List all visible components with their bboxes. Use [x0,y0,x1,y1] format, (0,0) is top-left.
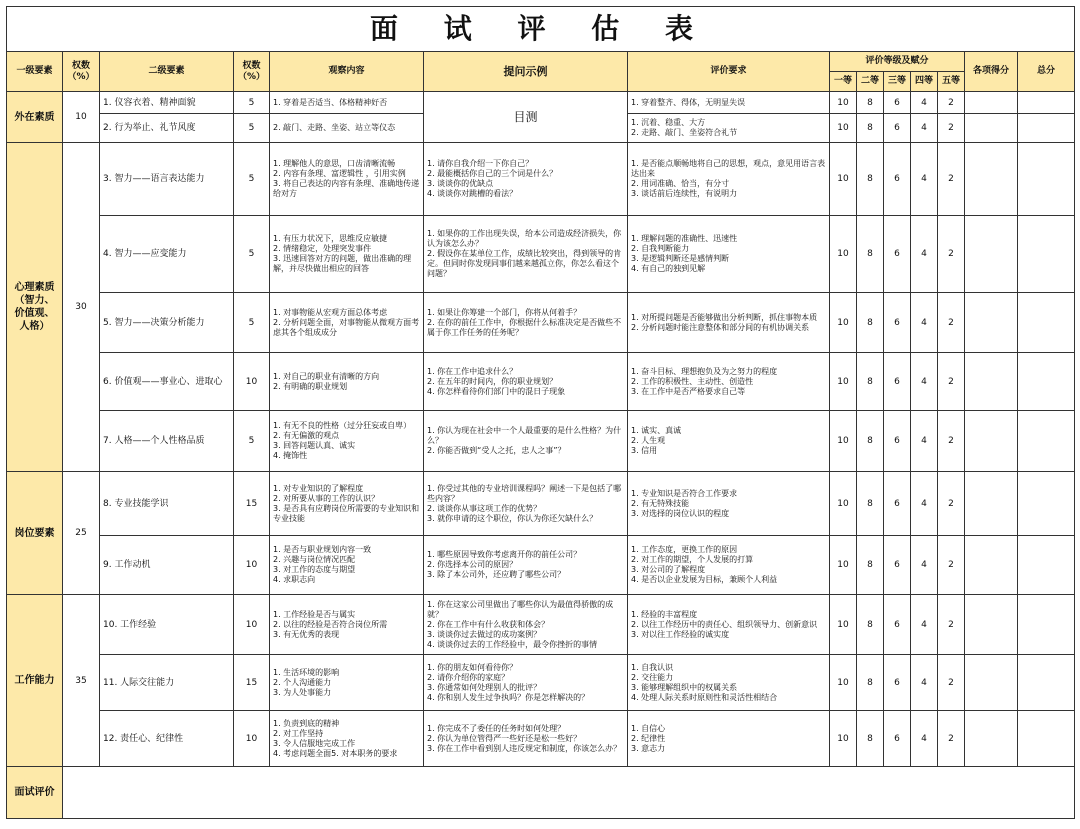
grade-score-4: 4 [911,711,938,767]
header-level1: 一级要素 [7,52,63,92]
grade-score-1: 10 [830,143,857,216]
observe-content: 1. 对自己的职业有清晰的方向 2. 有明确的职业规划 [270,353,424,411]
item-weight: 10 [234,353,270,411]
item-name: 1. 仪容衣着、精神面貌 [100,92,234,114]
total-cell [1018,711,1075,767]
grade-score-4: 4 [911,216,938,293]
grade-score-2: 8 [857,293,884,353]
header-grade-group: 评价等级及赋分 [830,52,965,72]
grade-score-1: 10 [830,711,857,767]
header-requirements: 评价要求 [628,52,830,92]
grade-score-2: 8 [857,353,884,411]
item-name: 4. 智力——应变能力 [100,216,234,293]
section-weight: 10 [63,92,100,143]
item-score-cell [965,216,1018,293]
grade-score-5: 2 [938,411,965,472]
item-name: 9. 工作动机 [100,536,234,595]
item-name: 3. 智力——语言表达能力 [100,143,234,216]
grade-score-1: 10 [830,293,857,353]
table-row [7,595,1075,655]
question-examples: 1. 你在工作中追求什么？ 2. 在五年的时间内，你的职业规划？ 4. 你怎样看待你们部门中的混日子现象 [424,353,628,411]
grade-score-4: 4 [911,472,938,536]
grade-score-5: 2 [938,472,965,536]
item-name: 5. 智力——决策分析能力 [100,293,234,353]
total-cell [1018,143,1075,216]
grade-score-3: 6 [884,353,911,411]
question-examples: 1. 如果你的工作出现失误，给本公司造成经济损失，你认为该怎么办？ 2. 假设你在某单位工作，成绩比较突出，得到领导的肯定。但同时你发现同事们越来越孤立你，你怎么看这个问题？ [424,216,628,293]
grade-score-3: 6 [884,655,911,711]
item-name: 2. 行为举止、礼节风度 [100,114,234,143]
table-row [7,353,1075,411]
question-examples: 1. 你完成不了委任的任务时如何处理？ 2. 你认为单位管得严一些好还是松一些好？ 3. 你在工作中看到别人违反规定和制度，你该怎么办？ [424,711,628,767]
table-row [7,293,1075,353]
header-total: 总分 [1018,52,1075,92]
grade-score-4: 4 [911,293,938,353]
observe-content: 1. 负责到底的精神 2. 对工作坚持 3. 令人信服地完成工作 4. 考虑问题全面5. 对本职务的要求 [270,711,424,767]
header-grade-3: 三等 [884,72,911,92]
item-weight: 5 [234,411,270,472]
section-weight: 25 [63,472,100,595]
header-weight1: 权数（%） [63,52,100,92]
observe-content: 1. 对专业知识的了解程度 2. 对所要从事的工作的认识？ 3. 是否具有应聘岗位所需要的专业知识和专业技能 [270,472,424,536]
table-row [7,711,1075,767]
grade-score-1: 10 [830,536,857,595]
total-cell [1018,92,1075,114]
item-name: 6. 价值观——事业心、进取心 [100,353,234,411]
total-cell [1018,293,1075,353]
footer-label: 面试评价 [7,767,63,819]
grade-score-2: 8 [857,536,884,595]
item-score-cell [965,411,1018,472]
item-weight: 5 [234,216,270,293]
section-weight: 35 [63,595,100,767]
item-name: 12. 责任心、纪律性 [100,711,234,767]
question-examples: 1. 哪些原因导致你考虑离开你的前任公司？ 2. 你选择本公司的原因？ 3. 除了本公司外，还应聘了哪些公司？ [424,536,628,595]
header-questions: 提问示例 [424,52,628,92]
grade-score-3: 6 [884,536,911,595]
grade-score-3: 6 [884,143,911,216]
header-grade-5: 五等 [938,72,965,92]
grade-score-2: 8 [857,711,884,767]
item-score-cell [965,353,1018,411]
grade-score-5: 2 [938,143,965,216]
section-name: 工作能力 [7,595,63,767]
grade-score-1: 10 [830,411,857,472]
total-cell [1018,353,1075,411]
total-cell [1018,595,1075,655]
item-weight: 10 [234,536,270,595]
item-score-cell [965,114,1018,143]
grade-score-3: 6 [884,595,911,655]
header-weight2: 权数（%） [234,52,270,92]
grade-score-5: 2 [938,536,965,595]
evaluation-requirement: 1. 经验的丰富程度 2. 以往工作经历中的责任心、组织领导力、创新意识 3. 对以往工作经验的诚实度 [628,595,830,655]
item-score-cell [965,655,1018,711]
section-weight: 30 [63,143,100,472]
grade-score-5: 2 [938,655,965,711]
grade-score-1: 10 [830,655,857,711]
observe-content: 1. 有无不良的性格（过分狂妄或自卑） 2. 有无偏激的观点 3. 回答问题认真、诚实 4. 掩饰性 [270,411,424,472]
question-examples: 1. 你认为现在社会中一个人最重要的是什么性格？为什么？ 2. 你能否做到“受人之托，忠人之事”？ [424,411,628,472]
item-score-cell [965,92,1018,114]
evaluation-requirement: 1. 对所提问题是否能够做出分析判断，抓住事物本质 2. 分析问题时能注意整体和部分间的有机协调关系 [628,293,830,353]
item-score-cell [965,711,1018,767]
item-name: 10. 工作经验 [100,595,234,655]
grade-score-1: 10 [830,595,857,655]
table-row [7,536,1075,595]
table-row [7,472,1075,536]
grade-score-5: 2 [938,114,965,143]
question-examples: 1. 请你自我介绍一下你自己？ 2. 最能概括你自己的三个词是什么？ 3. 谈谈你的优缺点 4. 谈谈你对跳槽的看法？ [424,143,628,216]
total-cell [1018,216,1075,293]
question-examples: 1. 你受过其他的专业培训课程吗？阐述一下是包括了哪些内容？ 2. 谈谈你从事这项工作的优势？ 3. 就你申请的这个职位，你认为你还欠缺什么？ [424,472,628,536]
grade-score-4: 4 [911,114,938,143]
footer-comment-area [63,767,1075,819]
table-row [7,655,1075,711]
grade-score-3: 6 [884,411,911,472]
question-examples: 1. 你的朋友如何看待你？ 2. 请你介绍你的家庭？ 3. 你通常如何处理别人的批评？ 4. 你和别人发生过争执吗？你是怎样解决的？ [424,655,628,711]
grade-score-3: 6 [884,216,911,293]
grade-score-2: 8 [857,595,884,655]
evaluation-requirement: 1. 专业知识是否符合工作要求 2. 有无特殊技能 3. 对选择的岗位认识的程度 [628,472,830,536]
observe-content: 2. 敲门、走路、坐姿、站立等仪态 [270,114,424,143]
item-weight: 15 [234,655,270,711]
question-examples: 1. 你在这家公司里做出了哪些你认为最值得骄傲的成就？ 2. 你在工作中有什么收获和体会？ 3. 谈谈你过去做过的成功案例？ 4. 谈谈你过去的工作经验中，最令你挫折的事情 [424,595,628,655]
observe-content: 1. 有压力状况下，思维反应敏捷 2. 情绪稳定，处理突发事件 3. 迅速回答对方的问题，做出准确的理解，并尽快做出相应的回答 [270,216,424,293]
total-cell [1018,655,1075,711]
section-name: 岗位要素 [7,472,63,595]
grade-score-2: 8 [857,114,884,143]
item-score-cell [965,293,1018,353]
table-row [7,216,1075,293]
question-examples: 1. 如果让你筹建一个部门，你将从何着手？ 2. 在你的前任工作中，你根据什么标准决定是否做些不属于你工作任务的任务呢？ [424,293,628,353]
item-score-cell [965,472,1018,536]
item-score-cell [965,143,1018,216]
total-cell [1018,411,1075,472]
item-weight: 5 [234,143,270,216]
evaluation-requirement: 1. 理解问题的准确性、迅速性 2. 自我判断能力 3. 是逻辑判断还是感情判断 4. 有自己的独到见解 [628,216,830,293]
section-name: 心理素质（智力、价值观、人格） [7,143,63,472]
evaluation-requirement: 1. 自信心 2. 纪律性 3. 意志力 [628,711,830,767]
grade-score-3: 6 [884,92,911,114]
grade-score-2: 8 [857,216,884,293]
grade-score-4: 4 [911,92,938,114]
observe-content: 1. 生活环境的影响 2. 个人沟通能力 3. 为人处事能力 [270,655,424,711]
section-name: 外在素质 [7,92,63,143]
observe-content: 1. 是否与职业规划内容一致 2. 兴趣与岗位情况匹配 3. 对工作的态度与期望 4. 求职志向 [270,536,424,595]
total-cell [1018,472,1075,536]
grade-score-1: 10 [830,114,857,143]
observe-content: 1. 穿着是否适当、体格精神好否 [270,92,424,114]
table-row [7,143,1075,216]
evaluation-requirement: 1. 沉着、稳重、大方 2. 走路、敲门、坐姿符合礼节 [628,114,830,143]
total-cell [1018,114,1075,143]
grade-score-3: 6 [884,711,911,767]
table-row [7,411,1075,472]
grade-score-1: 10 [830,353,857,411]
grade-score-2: 8 [857,472,884,536]
grade-score-3: 6 [884,472,911,536]
table-row [7,92,1075,114]
evaluation-requirement: 1. 诚实、真诚 2. 人生观 3. 信用 [628,411,830,472]
grade-score-5: 2 [938,711,965,767]
evaluation-requirement: 1. 是否能点顺畅地将自己的思想，观点，意见用语言表达出来 2. 用词准确、恰当，有分寸 3. 谈话前后连续性，有说明力 [628,143,830,216]
item-weight: 15 [234,472,270,536]
item-weight: 5 [234,293,270,353]
evaluation-requirement: 1. 工作态度，更换工作的原因 2. 对工作的期望，个人发展的打算 3. 对公司的了解程度 4. 是否以企业发展为目标，兼顾个人利益 [628,536,830,595]
evaluation-requirement: 1. 穿着整齐、得体，无明显失误 [628,92,830,114]
grade-score-2: 8 [857,92,884,114]
grade-score-5: 2 [938,353,965,411]
header-grade-2: 二等 [857,72,884,92]
item-weight: 10 [234,595,270,655]
grade-score-3: 6 [884,114,911,143]
grade-score-2: 8 [857,143,884,216]
header-item-score: 各项得分 [965,52,1018,92]
header-level2: 二级要素 [100,52,234,92]
grade-score-4: 4 [911,595,938,655]
header-grade-4: 四等 [911,72,938,92]
grade-score-1: 10 [830,216,857,293]
grade-score-4: 4 [911,411,938,472]
question-visual-check: 目测 [424,92,628,143]
grade-score-2: 8 [857,655,884,711]
header-observe: 观察内容 [270,52,424,92]
item-weight: 10 [234,711,270,767]
observe-content: 1. 理解他人的意思，口齿清晰流畅 2. 内容有条理、富逻辑性 ，引用实例 3. 将自己表达的内容有条理、准确地传递给对方 [270,143,424,216]
page-title: 面 试 评 估 表 [7,7,1075,52]
grade-score-4: 4 [911,655,938,711]
item-name: 8. 专业技能学识 [100,472,234,536]
grade-score-1: 10 [830,92,857,114]
item-name: 7. 人格——个人性格品质 [100,411,234,472]
observe-content: 1. 工作经验是否与属实 2. 以往的经验是否符合岗位所需 3. 有无优秀的表现 [270,595,424,655]
observe-content: 1. 对事物能从宏观方面总体考虑 2. 分析问题全面，对事物能从微观方面考虑其各个组成成分 [270,293,424,353]
footer-row [7,767,1075,819]
item-weight: 5 [234,114,270,143]
grade-score-1: 10 [830,472,857,536]
grade-score-5: 2 [938,293,965,353]
grade-score-2: 8 [857,411,884,472]
interview-evaluation-table [6,6,1075,819]
evaluation-requirement: 1. 自我认识 2. 交往能力 3. 能够理解组织中的权属关系 4. 处理人际关系时原则性和灵活性相结合 [628,655,830,711]
grade-score-3: 6 [884,293,911,353]
grade-score-5: 2 [938,92,965,114]
item-score-cell [965,536,1018,595]
grade-score-4: 4 [911,536,938,595]
item-score-cell [965,595,1018,655]
grade-score-5: 2 [938,595,965,655]
grade-score-4: 4 [911,353,938,411]
grade-score-5: 2 [938,216,965,293]
item-name: 11. 人际交往能力 [100,655,234,711]
total-cell [1018,536,1075,595]
evaluation-requirement: 1. 奋斗目标、理想抱负及为之努力的程度 2. 工作的积极性、主动性、创造性 3. 在工作中是否严格要求自己等 [628,353,830,411]
header-grade-1: 一等 [830,72,857,92]
grade-score-4: 4 [911,143,938,216]
item-weight: 5 [234,92,270,114]
